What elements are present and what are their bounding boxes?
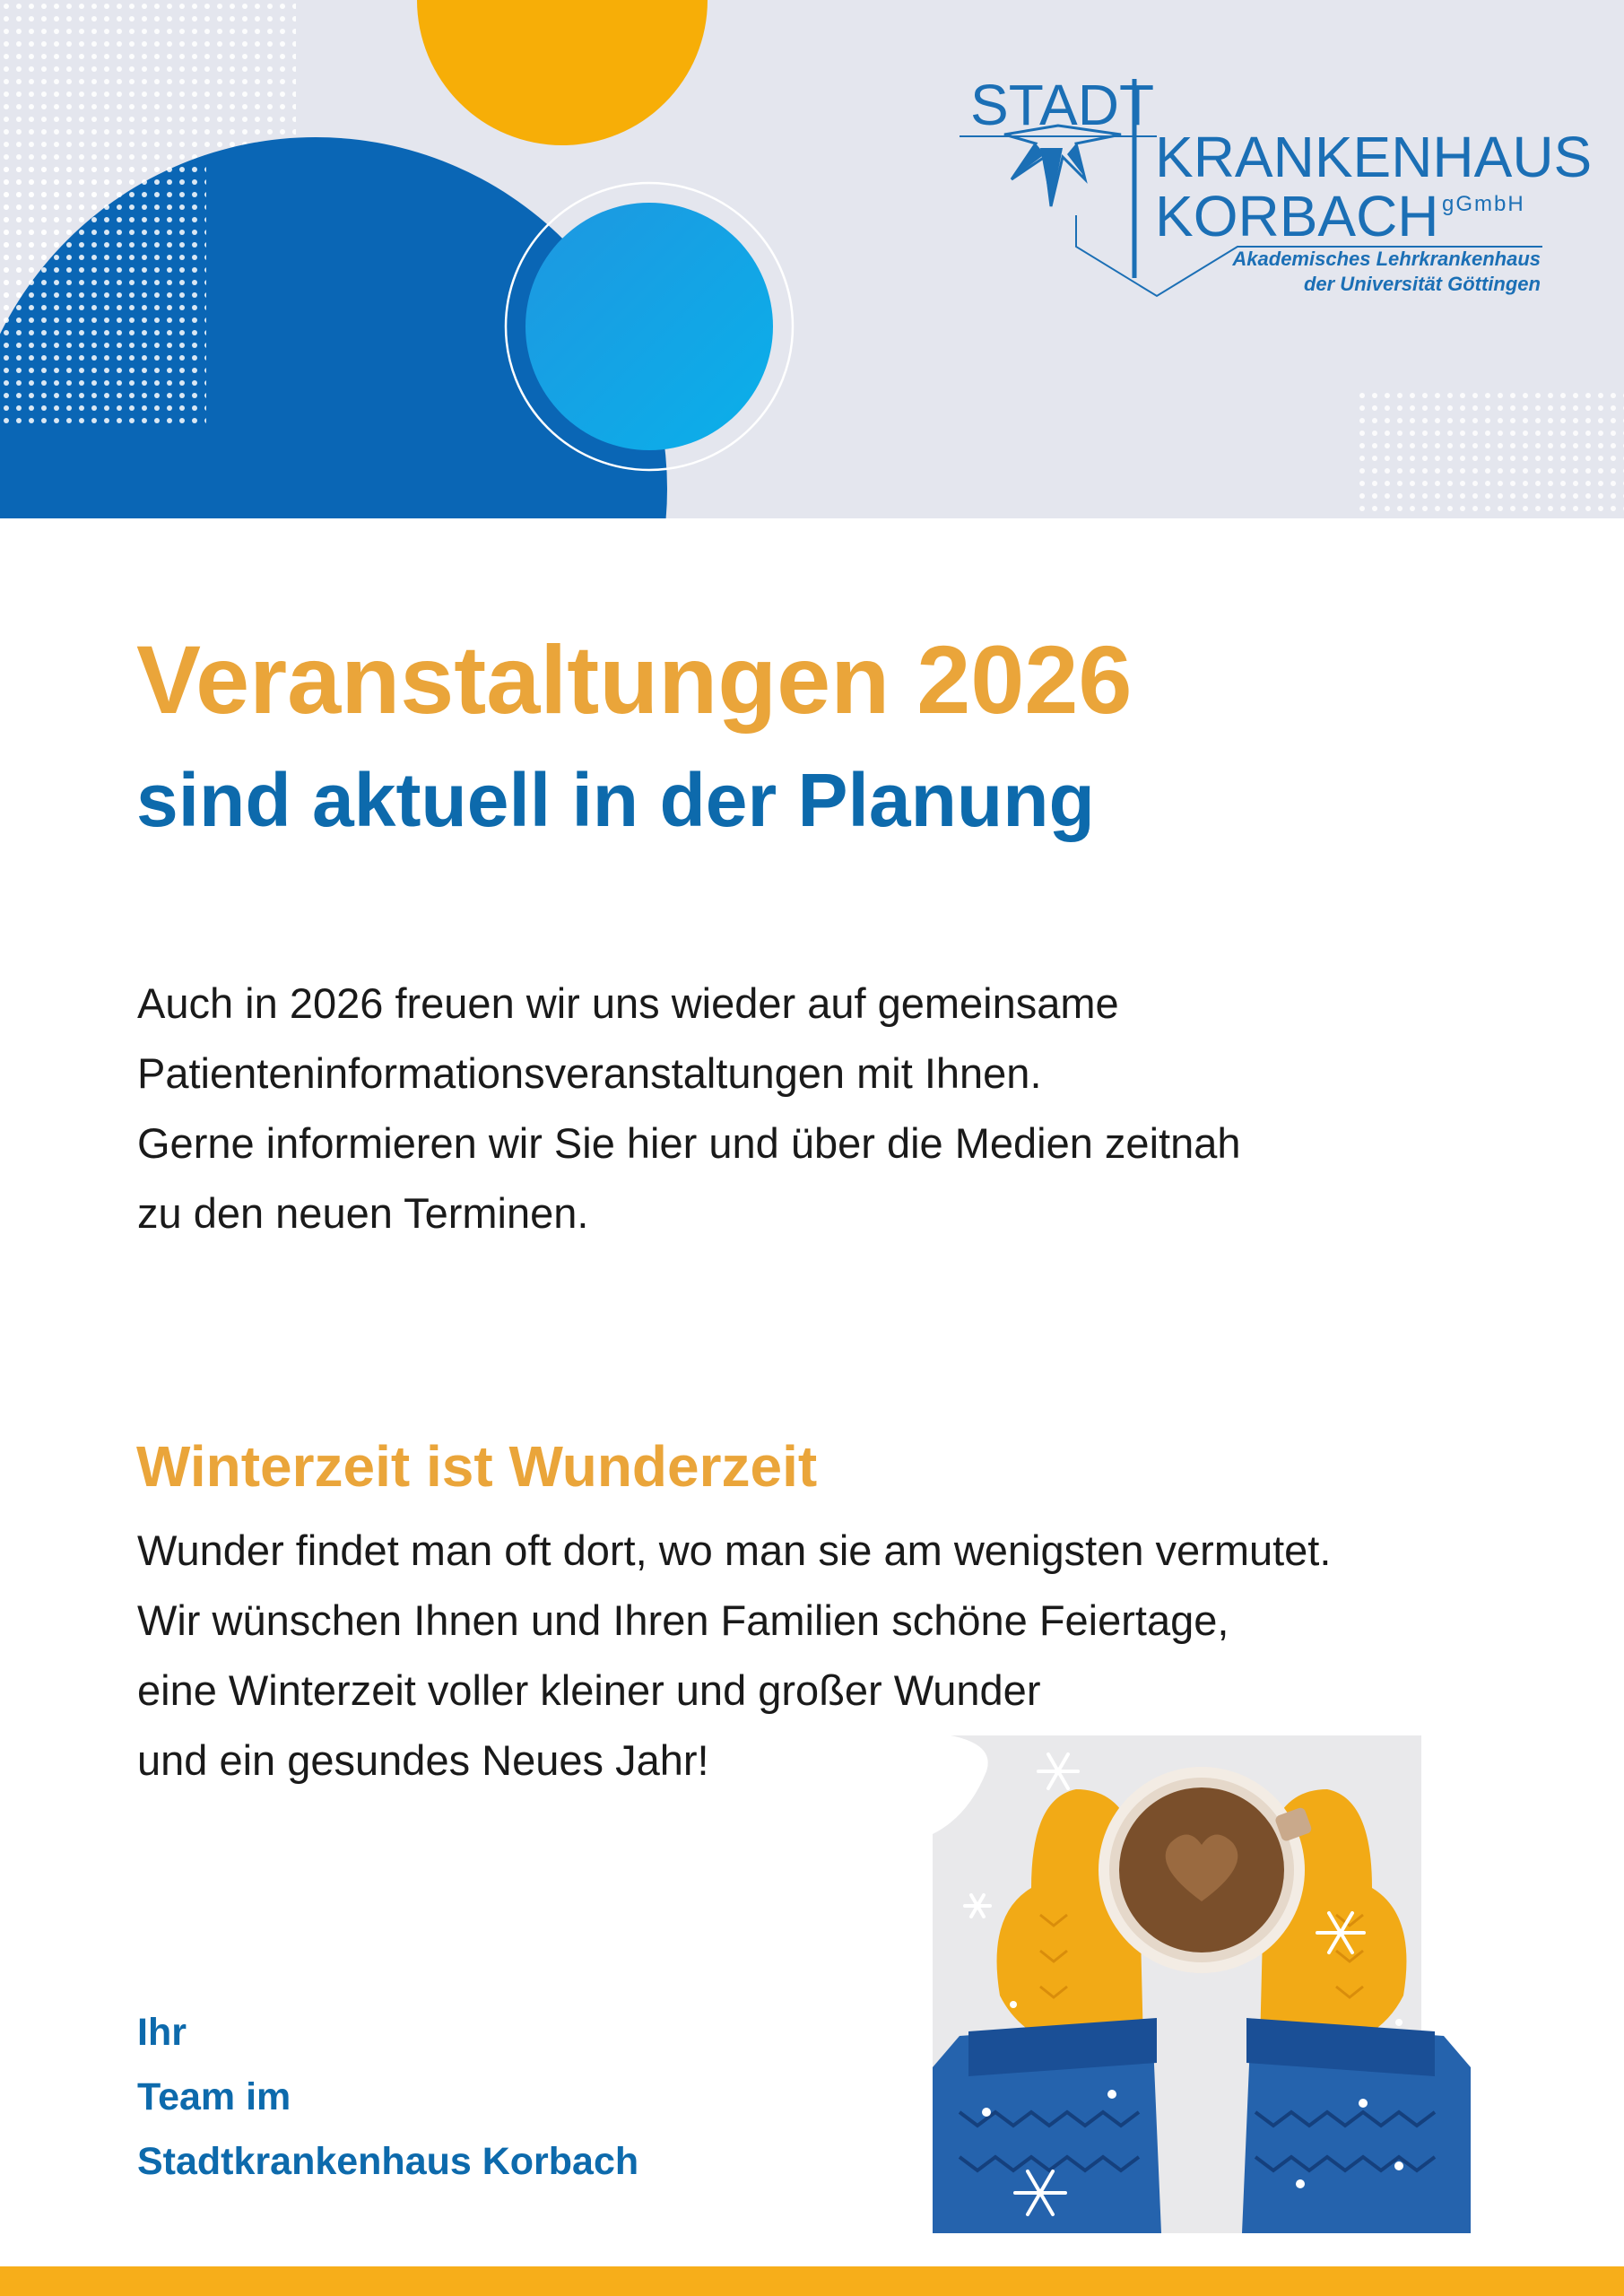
- wishes-line: Wunder findet man oft dort, wo man sie am wenigsten vermutet.: [137, 1526, 1332, 1574]
- mittens-holding-coffee-cup-icon: [933, 1735, 1471, 2233]
- logo-stadt: STADT: [970, 73, 1155, 137]
- wishes-line: Wir wünschen Ihnen und Ihren Familien schöne Feiertage,: [137, 1596, 1229, 1644]
- wishes-line: und ein gesundes Neues Jahr!: [137, 1736, 709, 1784]
- signature-line: Ihr: [137, 2011, 187, 2054]
- page-title: Veranstaltungen 2026: [136, 625, 1133, 734]
- logo-suffix: gGmbH: [1442, 192, 1525, 216]
- section-heading: Winterzeit ist Wunderzeit: [136, 1434, 818, 1499]
- hospital-logo: [951, 72, 1593, 305]
- signature: [137, 2000, 638, 2194]
- wishes-line: eine Winterzeit voller kleiner und großer Wunder: [137, 1666, 1041, 1714]
- logo-tagline-1: Akademisches Lehrkrankenhaus: [1232, 248, 1541, 270]
- intro-line: Patienteninformationsveranstaltungen mit Ihnen.: [137, 1049, 1042, 1097]
- logo-tagline-2: der Universität Göttingen: [1303, 273, 1541, 295]
- header-banner: [0, 0, 1624, 518]
- intro-line: Gerne informieren wir Sie hier und über die Medien zeitnah: [137, 1119, 1241, 1167]
- signature-line: Stadtkrankenhaus Korbach: [137, 2140, 639, 2183]
- page-subtitle: sind aktuell in der Planung: [136, 758, 1095, 842]
- logo-korbach: KORBACH: [1155, 184, 1439, 248]
- intro-paragraph: [137, 969, 1241, 1248]
- intro-line: zu den neuen Terminen.: [137, 1189, 589, 1237]
- signature-line: Team im: [137, 2075, 291, 2118]
- logo-krankenhaus: KRANKENHAUS: [1155, 125, 1593, 189]
- footer-bar: [0, 2266, 1624, 2296]
- intro-line: Auch in 2026 freuen wir uns wieder auf gemeinsame: [137, 979, 1119, 1027]
